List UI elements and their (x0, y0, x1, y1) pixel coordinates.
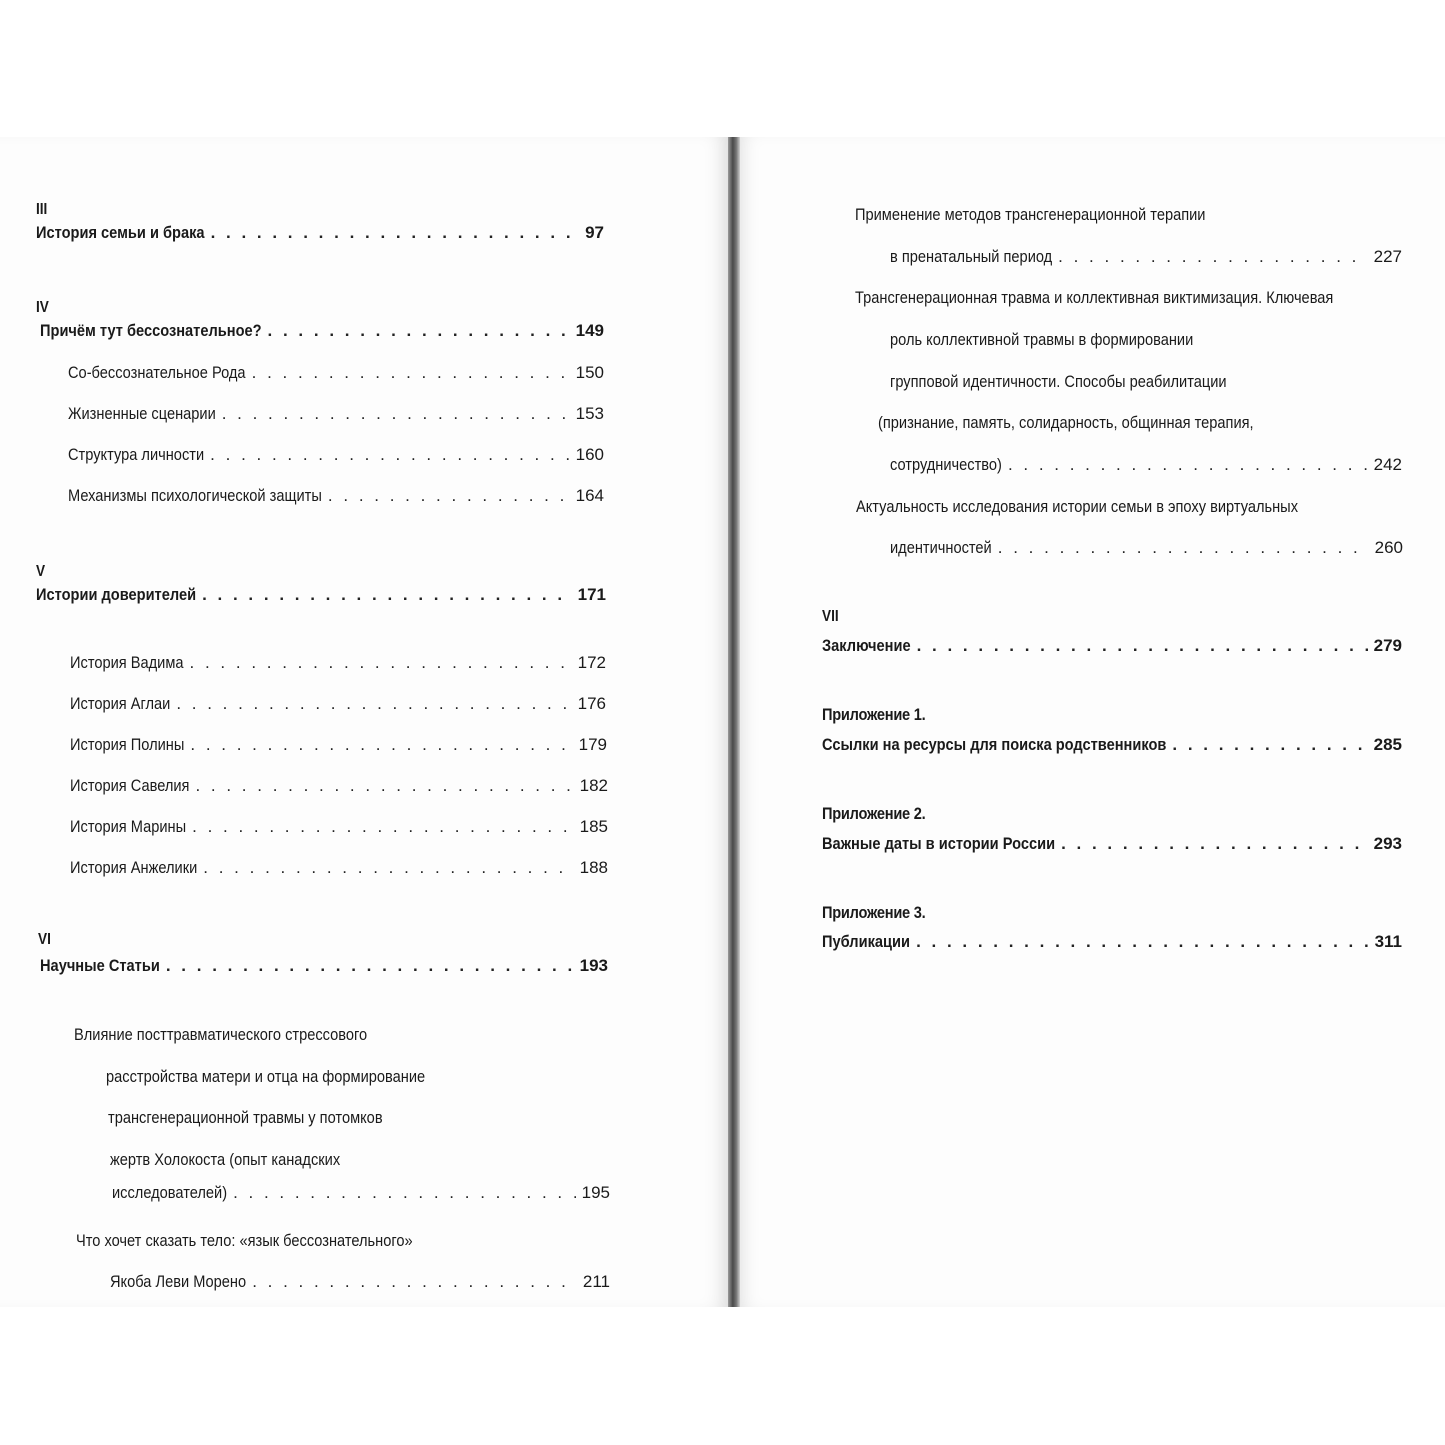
toc-entry-title: История Вадима (70, 653, 184, 672)
toc-entry-page: 188 (579, 858, 608, 877)
leader-dots (328, 486, 570, 506)
toc-entry-section (36, 585, 606, 605)
book-spread (0, 137, 1445, 1307)
leader-dots (252, 1272, 577, 1292)
toc-entry (890, 455, 1402, 475)
leader-dots (190, 735, 572, 755)
toc-entry-page: 150 (575, 363, 604, 382)
toc-entry-page: 179 (578, 735, 607, 754)
leader-dots (195, 776, 573, 796)
toc-entry-page: 195 (581, 1183, 610, 1202)
leader-dots (916, 932, 1369, 952)
toc-entry-title: История Савелия (70, 776, 190, 795)
toc-entry-title: идентичностей (890, 538, 992, 557)
leader-dots (1058, 247, 1367, 267)
appendix-label: Приложение 3. (822, 903, 926, 922)
toc-entry-page: 279 (1373, 636, 1402, 655)
toc-entry (890, 538, 1403, 558)
leader-dots (202, 585, 572, 605)
toc-entry-page: 171 (577, 585, 606, 604)
toc-entry (70, 735, 607, 755)
leader-dots (998, 538, 1369, 558)
section-roman: VII (822, 608, 839, 625)
toc-entry-title: Научные Статьи (40, 956, 160, 975)
left-page (0, 137, 730, 1307)
toc-entry (68, 363, 604, 383)
article-title-line: (признание, память, солидарность, общинная терапия, (878, 413, 1254, 432)
toc-entry-page: 227 (1373, 247, 1402, 266)
toc-entry-title: Публикации (822, 932, 911, 951)
leader-dots (1172, 735, 1367, 755)
leader-dots (222, 404, 570, 424)
toc-entry-section (40, 956, 608, 976)
toc-entry-title: Заключение (822, 636, 911, 655)
article-title-line: Трансгенерационная травма и коллективная виктимизация. Ключевая (855, 288, 1334, 307)
leader-dots (233, 1183, 576, 1203)
toc-entry-title: Структура личности (68, 445, 205, 464)
leader-dots (203, 858, 573, 878)
leader-dots (176, 694, 571, 714)
article-title-line: Применение методов трансгенерационной терапии (855, 205, 1206, 224)
article-title-line: Влияние посттравматического стрессового (74, 1025, 368, 1044)
toc-entry-page: 242 (1373, 455, 1402, 474)
toc-entry-title: Со-бессознательное Рода (68, 363, 246, 382)
article-title-line: Актуальность исследования истории семьи в эпоху виртуальных (856, 497, 1299, 516)
toc-entry (70, 694, 606, 714)
toc-entry-page: 285 (1373, 735, 1402, 754)
leader-dots (268, 321, 570, 341)
toc-entry (70, 653, 606, 673)
article-title-line: расстройства матери и отца на формирование (106, 1067, 426, 1086)
toc-entry (70, 817, 608, 837)
toc-entry-title: Жизненные сценарии (68, 404, 216, 423)
toc-entry-page: 293 (1373, 834, 1402, 853)
toc-entry-title: исследователей) (112, 1183, 228, 1202)
toc-entry-title: Важные даты в истории России (822, 834, 1056, 853)
toc-entry-page: 211 (582, 1272, 610, 1291)
toc-entry-title: История Полины (70, 735, 185, 754)
toc-entry (68, 486, 604, 506)
article-title-line: Что хочет сказать тело: «язык бессознательного» (76, 1231, 413, 1250)
toc-entry-page: 153 (575, 404, 604, 423)
leader-dots (210, 445, 569, 465)
leader-dots (1061, 834, 1368, 854)
toc-entry-title: Якоба Леви Морено (110, 1272, 247, 1291)
toc-entry-page: 311 (1374, 932, 1402, 951)
toc-entry-title: Причём тут бессознательное? (40, 321, 262, 340)
toc-entry-page: 185 (579, 817, 608, 836)
toc-entry-section (822, 932, 1402, 952)
section-roman: VI (38, 931, 51, 948)
toc-entry-section (822, 834, 1402, 854)
toc-entry-title: История Аглаи (70, 694, 171, 713)
book-gutter (728, 137, 740, 1307)
appendix-label: Приложение 2. (822, 804, 926, 823)
right-page (738, 137, 1445, 1307)
toc-entry-title: в пренатальный период (890, 247, 1053, 266)
toc-entry-page: 149 (575, 321, 604, 340)
section-roman: IV (36, 299, 49, 316)
article-title-line: трансгенерационной травмы у потомков (108, 1108, 383, 1127)
article-title-line: групповой идентичности. Способы реабилитации (890, 372, 1227, 391)
toc-entry (70, 776, 608, 796)
toc-entry (112, 1183, 610, 1203)
toc-entry (110, 1272, 610, 1292)
leader-dots (211, 223, 580, 243)
toc-entry-title: Ссылки на ресурсы для поиска родственников (822, 735, 1167, 754)
toc-entry-section (36, 223, 604, 243)
toc-entry-title: Истории доверителей (36, 585, 197, 604)
toc-entry-page: 97 (585, 223, 604, 242)
toc-entry-page: 182 (579, 776, 608, 795)
toc-entry-page: 260 (1374, 538, 1403, 557)
toc-entry-page: 172 (577, 653, 606, 672)
toc-entry-title: История Марины (70, 817, 187, 836)
toc-entry-page: 193 (579, 956, 608, 975)
section-roman: III (36, 201, 48, 218)
leader-dots (192, 817, 574, 837)
toc-entry-title: История Анжелики (70, 858, 198, 877)
leader-dots (190, 653, 572, 673)
toc-entry (70, 858, 608, 878)
toc-entry-page: 164 (575, 486, 604, 505)
leader-dots (1008, 455, 1368, 475)
section-roman: V (36, 563, 46, 580)
toc-entry-title: Механизмы психологической защиты (68, 486, 322, 505)
toc-entry (68, 445, 604, 465)
toc-entry-page: 176 (577, 694, 606, 713)
toc-entry (890, 247, 1402, 267)
toc-entry (68, 404, 604, 424)
toc-entry-title: сотрудничество) (890, 455, 1002, 474)
article-title-line: жертв Холокоста (опыт канадских (110, 1150, 341, 1169)
leader-dots (252, 363, 570, 383)
toc-entry-section (822, 735, 1402, 755)
leader-dots (166, 956, 574, 976)
article-title-line: роль коллективной травмы в формировании (890, 330, 1194, 349)
appendix-label: Приложение 1. (822, 705, 926, 724)
toc-entry-page: 160 (575, 445, 604, 464)
toc-entry-title: История семьи и брака (36, 223, 205, 242)
leader-dots (917, 636, 1368, 656)
toc-entry-section (822, 636, 1402, 656)
toc-entry-section (40, 321, 604, 341)
